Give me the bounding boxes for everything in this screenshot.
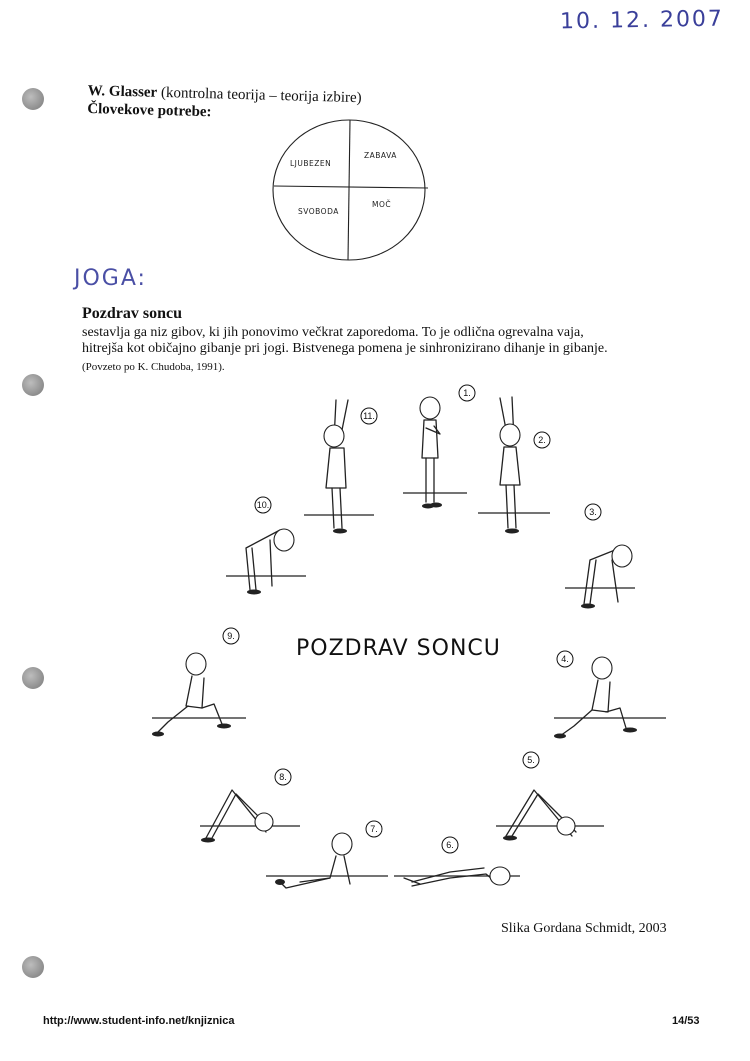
pose-6-figure — [394, 867, 520, 886]
pose-4-figure — [554, 657, 666, 739]
pose-10-figure — [226, 529, 306, 595]
intro-line-2: hitrejša kot običajno gibanje pri jogi. Bistvenega pomena je sinhronizirano dihanje in gibanje. — [82, 341, 608, 356]
svg-text:2.: 2. — [538, 435, 546, 445]
svg-text:5.: 5. — [527, 755, 535, 765]
svg-text:9.: 9. — [227, 631, 235, 641]
source-note: (Povzeto po K. Chudoba, 1991). — [82, 361, 225, 373]
step-badge-10 — [255, 497, 271, 513]
step-badge-8 — [275, 769, 291, 785]
step-badge-3 — [585, 504, 601, 520]
footer-url[interactable]: http://www.student-info.net/knjiznica — [43, 1015, 235, 1027]
svg-text:10.: 10. — [256, 500, 270, 510]
step-badge-2 — [534, 432, 550, 448]
step-badge-6 — [442, 837, 458, 853]
pose-1-figure — [403, 397, 467, 509]
step-badge-4 — [557, 651, 573, 667]
pose-9-figure — [152, 653, 246, 737]
step-badge-9 — [223, 628, 239, 644]
need-freedom-label: SVOBODA — [298, 207, 339, 216]
step-badge-11 — [361, 408, 377, 424]
svg-text:6.: 6. — [446, 840, 454, 850]
pose-7-figure — [266, 833, 388, 888]
svg-text:7.: 7. — [370, 824, 378, 834]
svg-text:1.: 1. — [463, 388, 471, 398]
figure-title: POZDRAV SONCU — [296, 636, 501, 661]
step-badge-5 — [523, 752, 539, 768]
theory-subtitle: (kontrolna teorija – teorija izbire) — [160, 84, 362, 107]
need-fun-label: ZABAVA — [364, 151, 397, 160]
human-needs-heading: Človekove potrebe: — [87, 100, 212, 121]
section-title: Pozdrav soncu — [82, 305, 182, 322]
need-love-label: LJUBEZEN — [290, 159, 332, 168]
step-badge-1 — [459, 385, 475, 401]
need-power-label: MOČ — [372, 200, 392, 209]
illustration-credit: Slika Gordana Schmidt, 2003 — [501, 921, 667, 936]
yoga-heading: JOGA: — [74, 266, 147, 291]
pose-2-figure — [478, 397, 550, 534]
pose-8-figure — [200, 790, 300, 843]
svg-text:4.: 4. — [561, 654, 569, 664]
svg-text:11.: 11. — [363, 411, 375, 421]
svg-text:3.: 3. — [589, 507, 597, 517]
pose-5-figure — [496, 790, 604, 841]
page-number: 14/53 — [672, 1015, 700, 1027]
handwritten-date: 10. 12. 2007 — [559, 6, 725, 35]
author-name: W. Glasser — [87, 82, 158, 101]
svg-text:8.: 8. — [279, 772, 287, 782]
pose-3-figure — [565, 545, 635, 609]
intro-line-1: sestavlja ga niz gibov, ki jih ponovimo večkrat zaporedoma. To je odlična ogrevalna vaja, — [82, 325, 584, 340]
step-badge-7 — [366, 821, 382, 837]
